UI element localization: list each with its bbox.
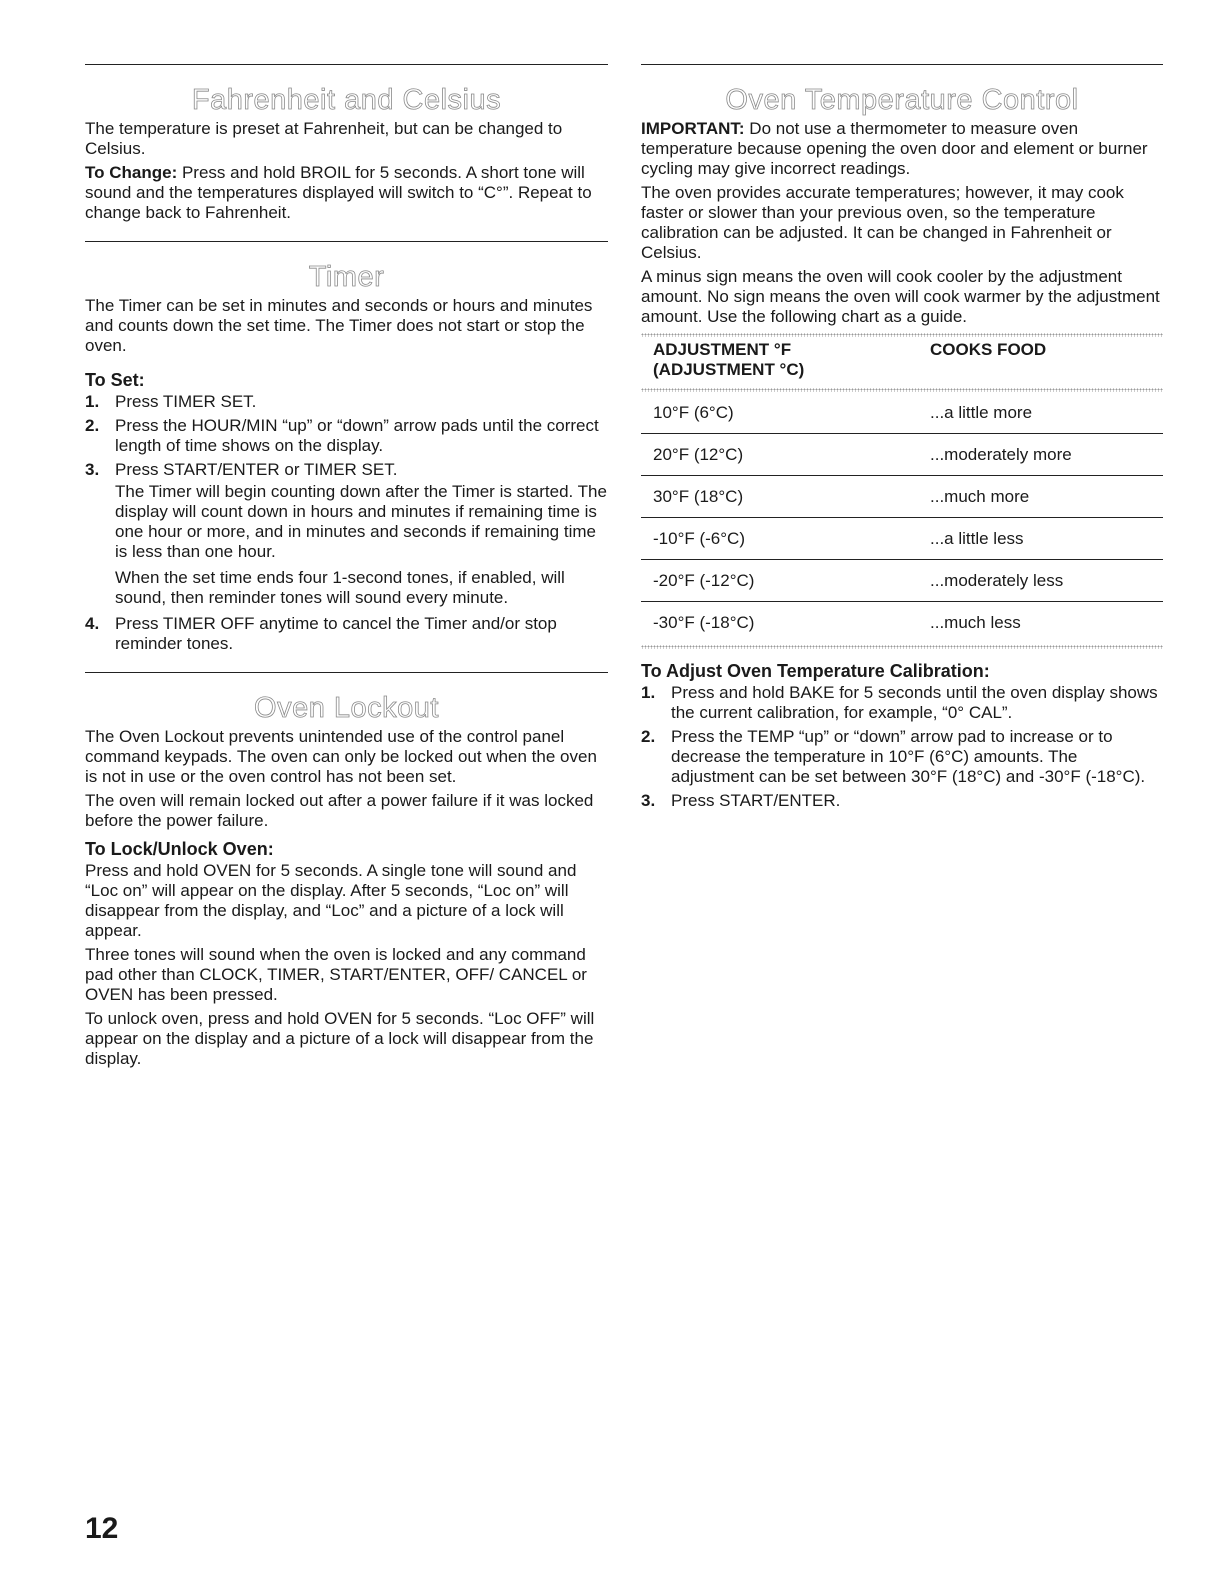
- header-adjustment: [653, 340, 930, 380]
- header-cooks-food: COOKS FOOD: [930, 340, 1047, 359]
- cooks-food-cell: ...moderately less: [930, 570, 1064, 590]
- lockout-tones: Three tones will sound when the oven is locked and any command pad other than CLOCK, TIMER, START/ENTER, OFF/ CANCEL or OVEN has been pressed.: [85, 945, 587, 1004]
- lock-unlock-heading: To Lock/Unlock Oven:: [85, 839, 274, 859]
- cooks-food-cell: ...a little less: [930, 528, 1024, 548]
- calibration-steps: [641, 683, 1163, 811]
- fahrenheit-celsius-section: [85, 64, 608, 241]
- section-divider: [85, 672, 608, 673]
- to-change-text: Press and hold BROIL for 5 seconds. A short tone will sound and the temperatures displayed will switch to “C°”. Repeat to change back to Fahrenheit.: [85, 163, 592, 222]
- fahrenheit-celsius-title: Fahrenheit and Celsius: [191, 84, 502, 116]
- list-item: [85, 416, 608, 456]
- calibration-intro: The oven provides accurate temperatures; however, it may cook faster or slower than your previous oven, so the temperature calibration can be adjusted. It can be changed in Fahrenheit or Celsius.: [641, 183, 1124, 262]
- step-text: Press TIMER SET.: [115, 392, 257, 411]
- step-text: Press the HOUR/MIN “up” or “down” arrow pads until the correct length of time shows on the display.: [115, 416, 599, 455]
- timer-intro: The Timer can be set in minutes and seconds or hours and minutes and counts down the set time. The Timer does not start or stop the oven.: [85, 296, 593, 355]
- important-text: Do not use a thermometer to measure oven temperature because opening the oven door and element or burner cycling may give incorrect readings.: [641, 119, 1148, 178]
- step-number: 1.: [85, 392, 100, 411]
- table-row: [641, 476, 1163, 518]
- adjustment-cell: 10°F (6°C): [653, 402, 734, 422]
- table-row: [641, 560, 1163, 602]
- adjustment-cell: 20°F (12°C): [653, 444, 744, 464]
- step-number: 3.: [85, 460, 100, 479]
- adjustment-cell: 30°F (18°C): [653, 486, 744, 506]
- step-number: 1.: [641, 683, 656, 702]
- lockout-unlock-instructions: To unlock oven, press and hold OVEN for 5 seconds. “Loc OFF” will appear on the display and a picture of a lock will disappear from the display.: [85, 1009, 595, 1068]
- to-set-heading: To Set:: [85, 370, 145, 390]
- list-item: [641, 727, 1163, 787]
- cooks-food-cell: ...much less: [930, 612, 1021, 632]
- adjustment-cell: -30°F (-18°C): [653, 612, 755, 632]
- oven-lockout-section: [85, 672, 608, 1087]
- section-divider: [85, 64, 608, 65]
- table-row: [641, 434, 1163, 476]
- left-column: [85, 64, 608, 1087]
- table-bottom-border: [641, 645, 1163, 649]
- adjustment-cell: -10°F (-6°C): [653, 528, 745, 548]
- timer-tones-note: When the set time ends four 1-second tones, if enabled, will sound, then reminder tones will sound every minute.: [115, 568, 565, 607]
- lockout-intro: The Oven Lockout prevents unintended use of the control panel command keypads. The oven can only be locked out when the oven is not in use or the oven control has not been set.: [85, 727, 597, 786]
- fahrenheit-intro: The temperature is preset at Fahrenheit, but can be changed to Celsius.: [85, 119, 563, 158]
- step-number: 2.: [641, 727, 656, 746]
- table-row: [641, 392, 1163, 434]
- step-number: 3.: [641, 791, 656, 810]
- important-label: IMPORTANT:: [641, 119, 745, 138]
- step-text: Press TIMER OFF anytime to cancel the Timer and/or stop reminder tones.: [115, 614, 557, 653]
- header-adjustment-c: (ADJUSTMENT °C): [653, 360, 805, 379]
- page-number: 12: [85, 1512, 119, 1545]
- lockout-power-failure: The oven will remain locked out after a power failure if it was locked before the power failure.: [85, 791, 594, 830]
- oven-lockout-title: Oven Lockout: [254, 692, 439, 724]
- step-text: Press START/ENTER.: [671, 791, 841, 810]
- to-change-label: To Change:: [85, 163, 178, 182]
- list-item: [641, 683, 1163, 723]
- step-text: Press START/ENTER or TIMER SET.: [115, 460, 398, 479]
- header-adjustment-f: ADJUSTMENT °F: [653, 340, 792, 359]
- adjust-calibration-heading: To Adjust Oven Temperature Calibration:: [641, 661, 990, 681]
- table-row: [641, 518, 1163, 560]
- minus-sign-explanation: A minus sign means the oven will cook cooler by the adjustment amount. No sign means the oven will cook warmer by the adjustment amount. Use the following chart as a guide.: [641, 267, 1160, 326]
- cooks-food-cell: ...much more: [930, 486, 1030, 506]
- timer-title: Timer: [308, 261, 385, 293]
- cooks-food-cell: ...moderately more: [930, 444, 1072, 464]
- adjustment-cell: -20°F (-12°C): [653, 570, 755, 590]
- step-number: 2.: [85, 416, 100, 435]
- fahrenheit-change-paragraph: [85, 163, 608, 223]
- step-number: 4.: [85, 614, 100, 633]
- section-divider: [641, 64, 1163, 65]
- timer-section: [85, 241, 608, 672]
- adjustment-table-body: [641, 392, 1163, 643]
- step-text: Press and hold BAKE for 5 seconds until the oven display shows the current calibration, for example, “0° CAL”.: [671, 683, 1158, 722]
- cooks-food-cell: ...a little more: [930, 402, 1033, 422]
- lockout-lock-instructions: Press and hold OVEN for 5 seconds. A single tone will sound and “Loc on” will appear on the display. After 5 seconds, “Loc on” will disappear from the display, and “Loc” and a picture of a lock will appear.: [85, 861, 577, 940]
- list-item: [85, 460, 608, 608]
- section-divider: [85, 241, 608, 242]
- list-item: [85, 392, 608, 412]
- right-column: [641, 64, 1163, 815]
- timer-steps: [85, 392, 608, 654]
- timer-countdown-note: The Timer will begin counting down after the Timer is started. The display will count down in hours and minutes if remaining time is one hour or more, and in minutes and seconds if remaining time is less than one hour.: [115, 482, 607, 561]
- table-row: [641, 602, 1163, 643]
- list-item: [85, 614, 608, 654]
- oven-temperature-control-title: Oven Temperature Control: [725, 84, 1079, 116]
- list-item: [641, 791, 1163, 811]
- adjustment-table-header: [641, 337, 1163, 380]
- important-paragraph: [641, 119, 1163, 179]
- step-text: Press the TEMP “up” or “down” arrow pad to increase or to decrease the temperature in 10°F (6°C) amounts. The adjustment can be set between 30°F (18°C) and -30°F (-18°C).: [671, 727, 1146, 786]
